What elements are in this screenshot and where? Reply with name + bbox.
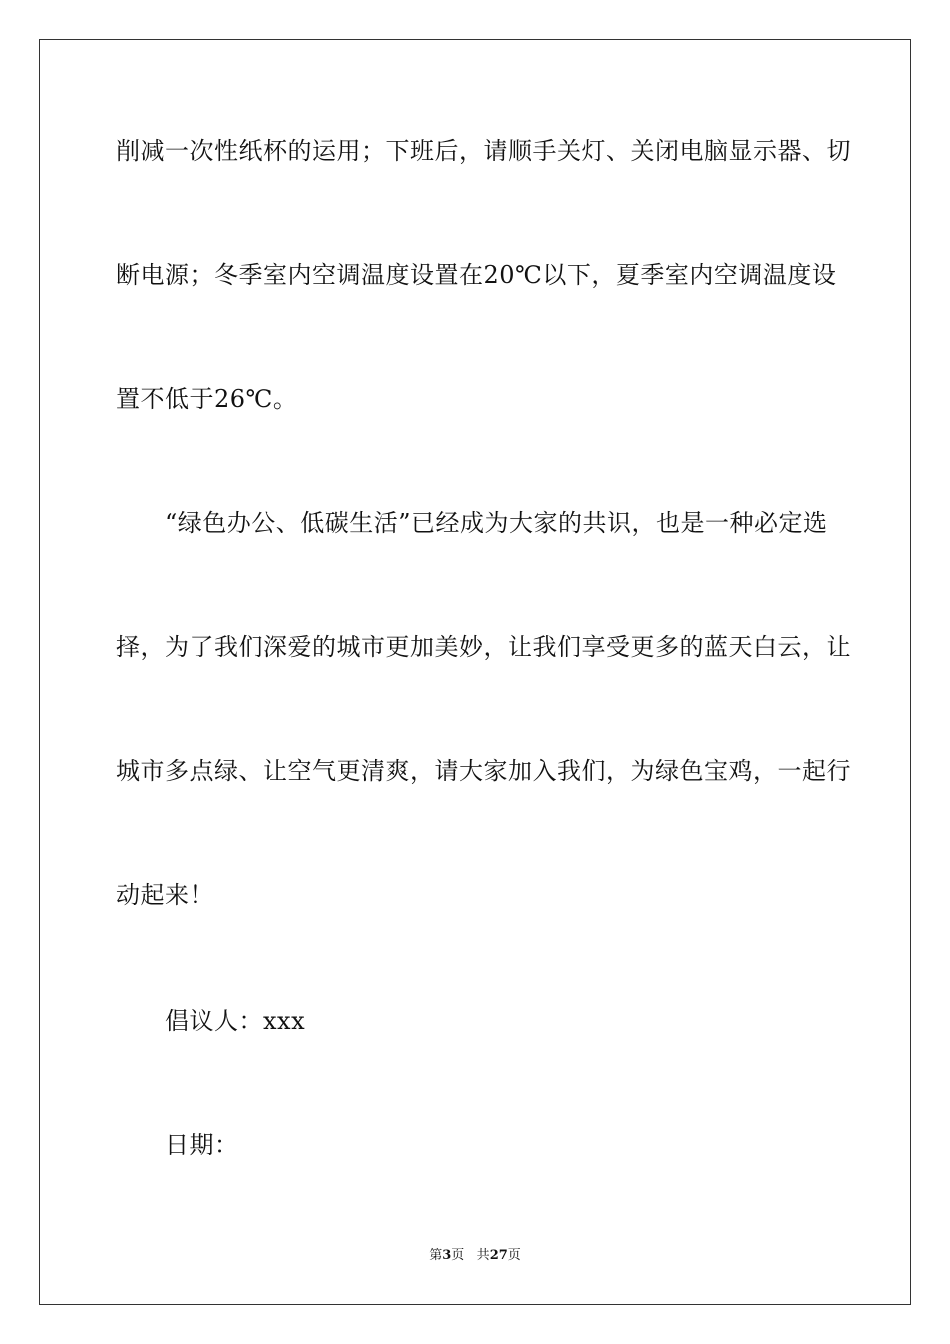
footer-page-prefix: 第 (429, 1248, 443, 1263)
footer-page-number: 3 (442, 1248, 452, 1263)
body-line-4: “绿色办公、低碳生活”已经成为大家的共识，也是一种必定选 (165, 509, 828, 537)
date-line: 日期： (165, 1131, 239, 1159)
signature-line: 倡议人：xxx (165, 1007, 306, 1035)
body-line-7: 动起来！ (116, 881, 214, 909)
footer-page-suffix: 页 (451, 1248, 465, 1263)
body-line-3: 置不低于26℃。 (116, 385, 298, 413)
body-line-5: 择，为了我们深爱的城市更加美妙，让我们享受更多的蓝天白云，让 (116, 633, 851, 661)
footer-total-prefix: 共 (476, 1248, 490, 1263)
footer-total-suffix: 页 (507, 1248, 521, 1263)
body-line-1: 削减一次性纸杯的运用；下班后，请顺手关灯、关闭电脑显示器、切 (116, 137, 851, 165)
page-footer (0, 1248, 950, 1264)
body-line-2: 断电源；冬季室内空调温度设置在20℃以下，夏季室内空调温度设 (116, 261, 837, 289)
body-line-6: 城市多点绿、让空气更清爽，请大家加入我们，为绿色宝鸡，一起行 (116, 757, 851, 785)
footer-total-pages: 27 (489, 1248, 508, 1263)
page-frame (39, 39, 911, 1305)
